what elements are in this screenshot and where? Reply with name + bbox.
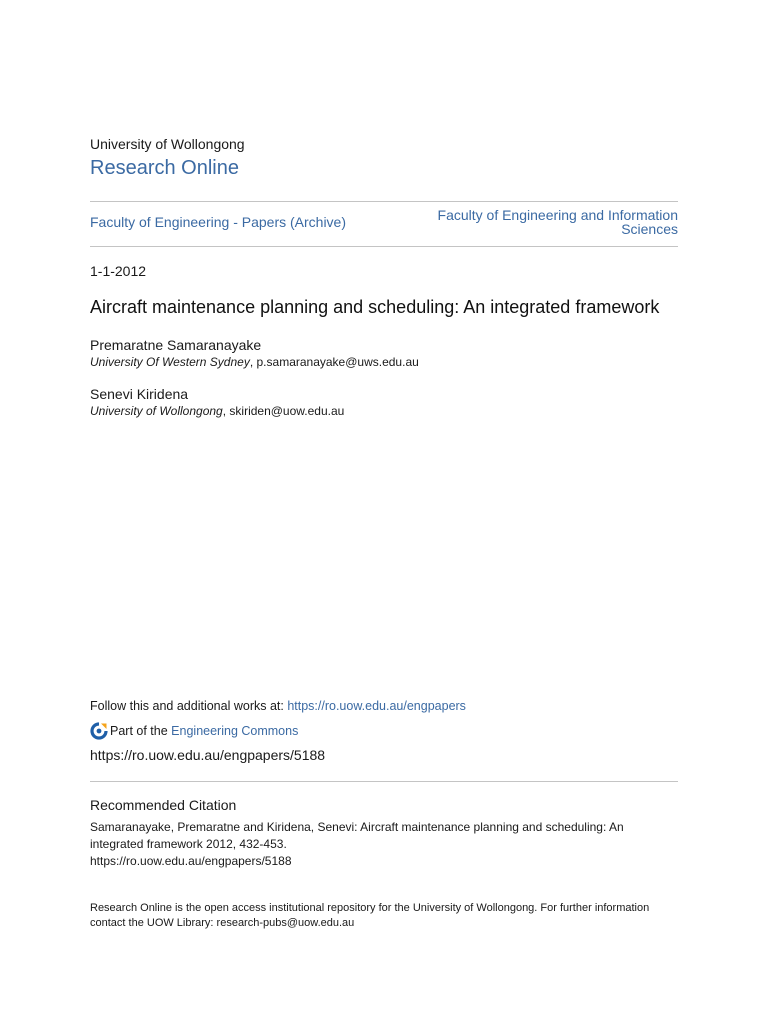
follow-text: Follow this and additional works at:: [90, 699, 288, 713]
author-name: Premaratne Samaranayake: [90, 337, 262, 353]
author-email: , skiriden@uow.edu.au: [222, 404, 345, 418]
institution-name: University of Wollongong: [90, 136, 245, 152]
faculty-divider: [90, 246, 678, 247]
publication-date: 1-1-2012: [90, 263, 147, 279]
faculty-right-line1: Faculty of Engineering and Information: [437, 207, 678, 223]
partof-text: Part of the: [110, 724, 168, 738]
affiliation-name: University of Wollongong: [90, 404, 223, 418]
author-affiliation: [90, 355, 419, 369]
permalink-url: https://ro.uow.edu.au/engpapers/5188: [90, 747, 326, 763]
engpapers-link[interactable]: https://ro.uow.edu.au/engpapers: [287, 699, 466, 713]
part-of-line: [90, 722, 298, 740]
paper-title: Aircraft maintenance planning and scheduling: An integrated framework: [90, 297, 660, 317]
citation-divider: [90, 781, 678, 782]
faculty-right-line2: Sciences: [621, 221, 678, 237]
footer-line: contact the UOW Library: research-pubs@uow.edu.au: [90, 917, 355, 929]
footer-notice: [90, 901, 680, 931]
follow-line: [90, 699, 466, 713]
citation-line: integrated framework 2012, 432-453.: [90, 837, 287, 851]
top-divider: [90, 201, 678, 202]
bepress-commons-icon: [90, 722, 108, 740]
affiliation-name: University Of Western Sydney: [90, 355, 250, 369]
faculty-papers-archive-link[interactable]: Faculty of Engineering - Papers (Archive): [90, 214, 346, 230]
recommended-citation-heading: Recommended Citation: [90, 797, 237, 813]
citation-text: [90, 819, 680, 870]
faculty-engineering-information-link[interactable]: [418, 208, 678, 236]
citation-line: https://ro.uow.edu.au/engpapers/5188: [90, 854, 292, 868]
research-online-link[interactable]: Research Online: [90, 157, 239, 179]
author-email: , p.samaranayake@uws.edu.au: [249, 355, 419, 369]
author-name: Senevi Kiridena: [90, 386, 189, 402]
footer-line: Research Online is the open access institutional repository for the University of Wollongong. For further information: [90, 902, 650, 914]
author-affiliation: [90, 404, 344, 418]
citation-line: Samaranayake, Premaratne and Kiridena, Senevi: Aircraft maintenance planning and scheduling: An: [90, 820, 624, 834]
engineering-commons-link[interactable]: Engineering Commons: [171, 724, 299, 738]
